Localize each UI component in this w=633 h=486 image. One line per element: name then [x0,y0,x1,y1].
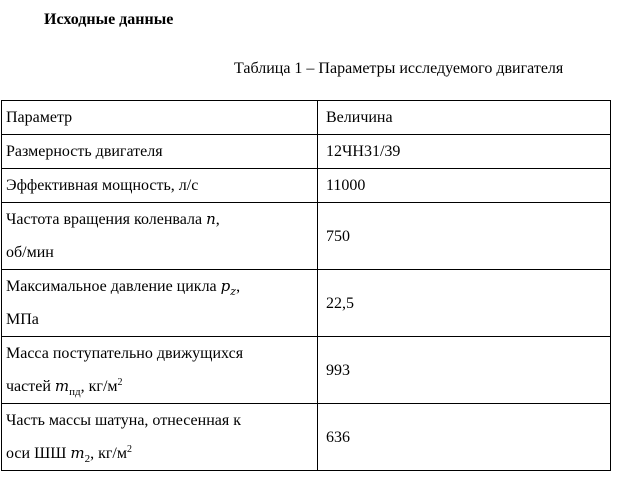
row-name: Размерность двигателя [2,135,318,169]
table-row [2,337,611,404]
row-name-tail: , [236,278,241,295]
superscript-2: 2 [126,444,132,455]
table-row [2,203,611,270]
symbol-m: m [70,444,85,462]
row-name-text: Максимальное давление цикла [6,278,221,295]
row-name-line2-post: , кг/м [80,378,118,395]
row-name-text: Частота вращения коленвала [6,211,207,228]
header-value: Величина [318,101,611,135]
row-value: 993 [318,337,611,404]
row-value: 11000 [318,169,611,203]
row-name [2,203,318,270]
row-name: Эффективная мощность, л/с [2,169,318,203]
row-name-line2-post: , кг/м [90,445,127,462]
row-name-line2-pre: оси ШШ [6,445,71,462]
row-name-line2: об/мин [6,244,54,261]
section-heading: Исходные данные [44,11,174,28]
row-value: 22,5 [318,270,611,337]
parameters-table [1,100,611,471]
row-value: 750 [318,203,611,270]
header-parameter: Параметр [2,101,318,135]
row-name-line2: МПа [6,311,39,328]
row-name-text: Масса поступательно движущихся [6,345,244,362]
subscript-2: 2 [84,453,91,465]
table-row [2,270,611,337]
row-name [2,337,318,404]
row-name-tail: , [215,211,220,228]
row-value: 12ЧН31/39 [318,135,611,169]
symbol-p: p [220,277,231,295]
superscript-2: 2 [117,377,123,388]
row-name-line2-pre: частей [6,378,55,395]
symbol-m: m [54,377,70,395]
row-name [2,404,318,471]
symbol-n: n [206,210,216,228]
subscript-pd: пд [69,386,81,398]
table-header-row [2,101,611,135]
subscript-z: z [230,285,237,298]
table-row [2,135,611,169]
row-name-text: Часть массы шатуна, отнесенная к [6,412,242,429]
row-name [2,270,318,337]
row-value: 636 [318,404,611,471]
table-caption: Таблица 1 – Параметры исследуемого двигателя [234,60,564,77]
table-row [2,169,611,203]
table-row [2,404,611,471]
